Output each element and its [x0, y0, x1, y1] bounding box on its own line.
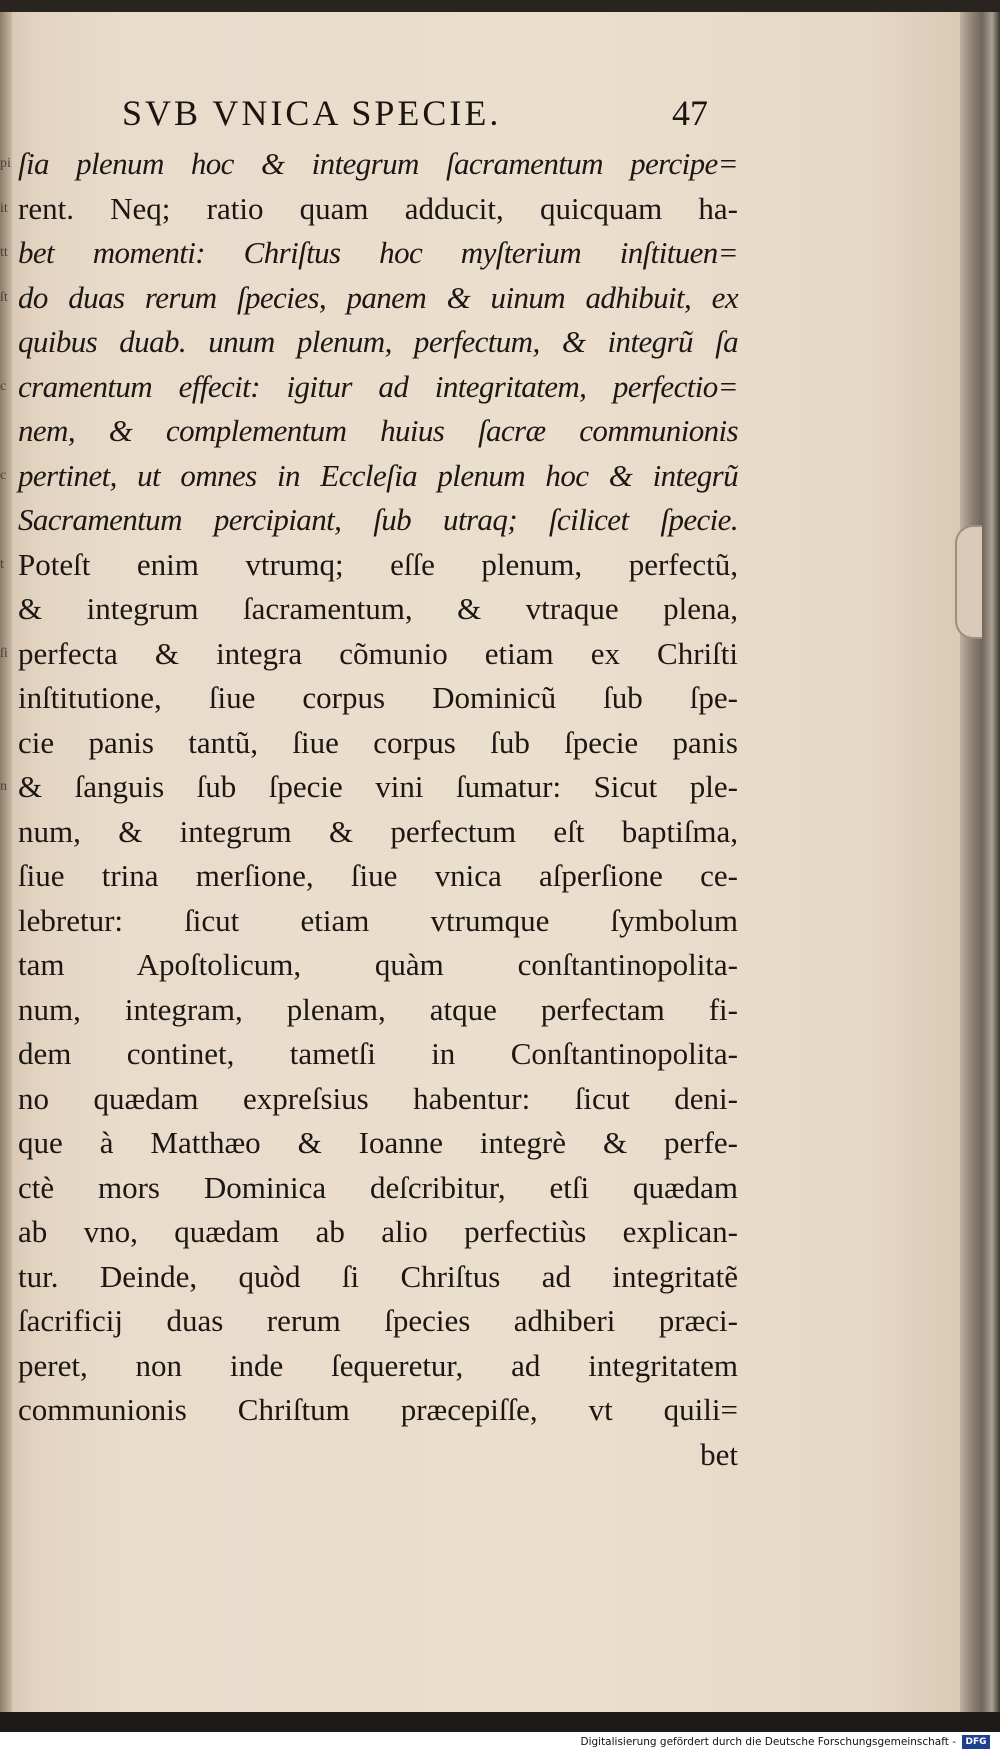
- margin-fragment: ſi: [0, 645, 8, 661]
- body-text: [18, 142, 738, 1477]
- margin-fragment: [0, 498, 18, 543]
- margin-fragment: [0, 1166, 18, 1211]
- margin-fragment: [0, 1344, 18, 1389]
- text-line: que à Matthæo & Ioanne integrè & perfe-: [18, 1125, 738, 1160]
- margin-fragment: [0, 988, 18, 1033]
- page-fore-edge: [960, 12, 1000, 1712]
- page-number: 47: [672, 93, 708, 133]
- text-line: Sacramentum percipiant, ſub utraq; ſcilicet ſpecie.: [18, 502, 738, 537]
- text-line: cie panis tantũ, ſiue corpus ſub ſpecie panis: [18, 724, 738, 760]
- catchword: bet: [700, 1436, 738, 1472]
- running-title: SVB VNICA SPECIE.: [122, 93, 502, 133]
- margin-fragment: [0, 1077, 18, 1122]
- margin-fragment: [0, 854, 18, 899]
- text-line: dem continet, tametſi in Conſtantinopolita-: [18, 1036, 738, 1071]
- text-line: ſacrificij duas rerum ſpecies adhiberi præci-: [18, 1303, 738, 1338]
- margin-fragment: ſt: [0, 289, 8, 305]
- text-line: & ſanguis ſub ſpecie vini ſumatur: Sicut ple-: [18, 769, 738, 804]
- margin-fragments: [0, 142, 18, 1433]
- text-line: lebretur: ſicut etiam vtrumque ſymbolum: [18, 902, 738, 938]
- text-line: num, & integrum & perfectum eſt baptiſma,: [18, 813, 738, 849]
- margin-fragment: [0, 409, 18, 454]
- text-line: tam Apoſtolicum, quàm conſtantinopolita-: [18, 947, 738, 982]
- margin-fragment: pi: [0, 156, 11, 171]
- margin-fragment: [0, 810, 18, 855]
- text-line: cramentum effecit: igitur ad integritatem, perfectio=: [18, 368, 738, 404]
- margin-fragment: c: [0, 378, 7, 394]
- scan-background-bottom: [0, 1712, 1000, 1732]
- text-line: tur. Deinde, quòd ſi Chriſtus ad integritatẽ: [18, 1258, 738, 1294]
- text-line: peret, non inde ſequeretur, ad integritatem: [18, 1347, 738, 1383]
- margin-fragment: [0, 320, 18, 365]
- margin-fragment: [0, 1299, 18, 1344]
- page-clasp-mark: [955, 525, 982, 639]
- text-line: & integrum ſacramentum, & vtraque plena,: [18, 591, 738, 626]
- margin-fragment: [0, 587, 18, 632]
- margin-fragment: [0, 1032, 18, 1077]
- margin-fragment: [0, 899, 18, 944]
- text-line: nem, & complementum huius ſacræ communionis: [18, 413, 738, 448]
- text-line: pertinet, ut omnes in Eccleſia plenum hoc & integrũ: [18, 457, 738, 493]
- text-line: ctè mors Dominica deſcribitur, etſi quædam: [18, 1169, 738, 1205]
- margin-fragment: t: [0, 556, 4, 572]
- text-line: communionis Chriſtum præcepiſſe, vt quili=: [18, 1392, 738, 1427]
- margin-fragment: tt: [0, 245, 8, 260]
- text-line: perfecta & integra cõmunio etiam ex Chriſti: [18, 635, 738, 671]
- margin-fragment: [0, 676, 18, 721]
- margin-fragment: [0, 1210, 18, 1255]
- text-line: bet momenti: Chriſtus hoc myſterium inſtituen=: [18, 235, 738, 270]
- text-line: ſiue trina merſione, ſiue vnica aſperſione ce-: [18, 858, 738, 893]
- text-line: Poteſt enim vtrumq; eſſe plenum, perfectũ,: [18, 546, 738, 582]
- text-line: inſtitutione, ſiue corpus Dominicũ ſub ſpe-: [18, 680, 738, 715]
- text-line: ſia plenum hoc & integrum ſacramentum percipe=: [18, 146, 738, 181]
- dfg-logo: DFG: [962, 1735, 990, 1749]
- text-line: ab vno, quædam ab alio perfectiùs explican-: [18, 1214, 738, 1249]
- text-line: no quædam expreſsius habentur: ſicut deni-: [18, 1080, 738, 1116]
- margin-fragment: n: [0, 779, 7, 794]
- margin-fragment: [0, 1388, 18, 1433]
- margin-fragment: [0, 721, 18, 766]
- margin-fragment: [0, 1121, 18, 1166]
- text-line: do duas rerum ſpecies, panem & uinum adhibuit, ex: [18, 279, 738, 315]
- margin-fragment: it: [0, 200, 8, 216]
- margin-fragment: c: [0, 467, 7, 483]
- text-line: num, integram, plenam, atque perfectam fi-: [18, 991, 738, 1027]
- text-line: rent. Neq; ratio quam adducit, quicquam ha-: [18, 190, 738, 226]
- margin-fragment: [0, 943, 18, 988]
- footer-credit: Digitalisierung gefördert durch die Deutsche Forschungsgemeinschaft -: [580, 1736, 956, 1748]
- text-line: quibus duab. unum plenum, perfectum, & integrũ ſa: [18, 324, 738, 359]
- margin-fragment: [0, 1255, 18, 1300]
